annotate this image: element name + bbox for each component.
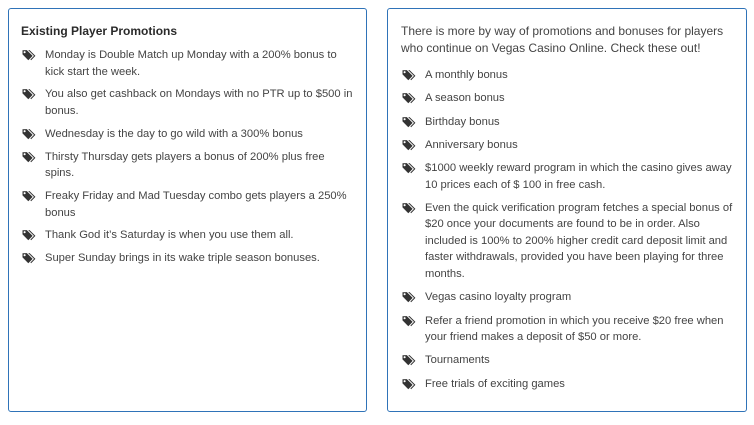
panel-intro: There is more by way of promotions and bonuses for players who continue on Vegas Casino Online. Check these out!	[401, 24, 724, 55]
list-item-text: Super Sunday brings in its wake triple season bonuses.	[45, 252, 320, 265]
tags-icon	[402, 354, 417, 367]
list-item	[21, 86, 354, 119]
list-item-text: Wednesday is the day to go wild with a 300% bonus	[45, 127, 303, 140]
panel-title: Existing Player Promotions	[21, 24, 178, 38]
list-item	[401, 313, 734, 346]
list-item-text: Thirsty Thursday gets players a bonus of 200% plus free spins.	[45, 150, 325, 180]
list-item-text: Vegas casino loyalty program	[425, 291, 572, 304]
tags-icon	[402, 162, 417, 175]
list-item-text: You also get cashback on Mondays with no PTR up to $500 in bonus.	[45, 88, 353, 117]
tags-icon	[22, 88, 37, 101]
list-item	[401, 352, 734, 369]
list-item-text: Tournaments	[425, 354, 490, 367]
list-item-text: A season bonus	[425, 92, 505, 105]
list-item-text: Even the quick verification program fetches a special bonus of $20 once your documents are found to be in order. Also included is 100% to 200% higher credit card deposit limit and faster withdrawals, provided you have been playing for three months.	[425, 201, 733, 280]
list-item	[401, 137, 734, 154]
promotion-list	[401, 67, 734, 392]
more-promotions-panel	[387, 8, 747, 412]
list-item	[21, 227, 354, 244]
list-item	[21, 47, 354, 80]
list-item	[401, 114, 734, 131]
list-item	[401, 90, 734, 107]
list-item	[21, 149, 354, 182]
existing-player-promotions-panel	[8, 8, 367, 412]
list-item-text: Freaky Friday and Mad Tuesday combo gets players a 250% bonus	[45, 190, 347, 219]
list-item-text: Free trials of exciting games	[425, 377, 565, 390]
tags-icon	[22, 128, 37, 141]
list-item-text: Birthday bonus	[425, 115, 500, 128]
list-item	[401, 289, 734, 306]
list-item-text: Thank God it’s Saturday is when you use them all.	[45, 229, 294, 242]
tags-icon	[402, 69, 417, 82]
list-item	[21, 188, 354, 221]
tags-icon	[22, 190, 37, 203]
tags-icon	[22, 229, 37, 242]
list-item-text: Monday is Double Match up Monday with a 200% bonus to kick start the week.	[45, 49, 337, 78]
tags-icon	[22, 252, 37, 265]
tags-icon	[22, 49, 37, 62]
list-item-text: Anniversary bonus	[425, 138, 518, 151]
tags-icon	[402, 116, 417, 129]
tags-icon	[402, 378, 417, 391]
tags-icon	[402, 202, 417, 215]
list-item	[401, 160, 734, 193]
tags-icon	[402, 315, 417, 328]
list-item-text: A monthly bonus	[425, 69, 508, 81]
tags-icon	[402, 92, 417, 105]
list-item	[401, 200, 734, 283]
tags-icon	[402, 139, 417, 152]
tags-icon	[22, 151, 37, 164]
list-item	[401, 67, 734, 84]
tags-icon	[402, 291, 417, 304]
list-item-text: Refer a friend promotion in which you receive $20 free when your friend makes a deposit of $50 or more.	[425, 314, 724, 344]
promotion-list	[21, 47, 354, 267]
list-item	[21, 126, 354, 143]
list-item	[21, 250, 354, 267]
list-item-text: $1000 weekly reward program in which the casino gives away 10 prices each of $ 100 in free cash.	[425, 162, 732, 191]
list-item	[401, 376, 734, 393]
